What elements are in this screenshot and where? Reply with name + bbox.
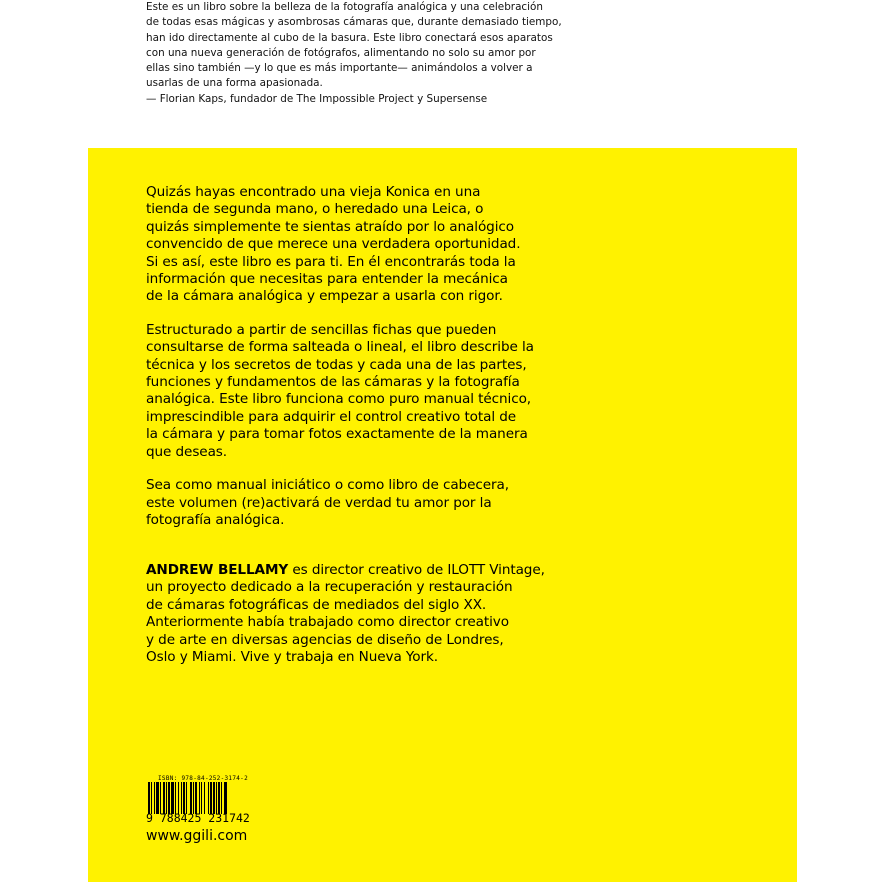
quote-line: de todas esas mágicas y asombrosas cámaras que, durante demasiado tiempo, — [146, 16, 562, 29]
barcode-bar — [160, 782, 161, 814]
barcode-bar — [218, 782, 220, 814]
author-bio-text: es director creativo de ILOTT Vintage, un proyecto dedicado a la recuperación y restauración de cámaras fotográficas de mediados del siglo XX. Anteriormente había trabajado como director creativo y de arte en diversas agencias de diseño de Londres, Oslo y Miami. Vive y trabaja en Nueva York. — [146, 562, 545, 666]
barcode-bar — [166, 782, 167, 814]
barcode-bar — [175, 782, 176, 814]
barcode-bar — [178, 782, 179, 814]
barcode-bar — [163, 782, 165, 814]
author-name: ANDREW BELLAMY — [146, 562, 289, 578]
isbn-label: ISBN: 978-84-252-3174-2 — [158, 775, 248, 782]
description-paragraph: Estructurado a partir de sencillas fichas que pueden consultarse de forma salteada o lineal, el libro describe la técnica y los secretos de todas y cada una de las partes, funciones y fundamentos de las cámaras y la fotografía analógica. Este libro funciona como puro manual técnico, imprescindible para adquirir el control creativo total de la cámara y para tomar fotos exactamente de la manera que deseas. — [146, 321, 534, 460]
book-description — [146, 184, 576, 545]
quote-line: ellas sino también —y lo que es más importante— animándolos a volver a — [146, 62, 533, 75]
barcode-bar — [221, 782, 222, 814]
barcode-bar — [171, 782, 174, 814]
barcode-bar — [183, 782, 185, 814]
quote-line: con una nueva generación de fotógrafos, alimentando no solo su amor por — [146, 46, 536, 59]
barcode-bar — [208, 782, 209, 814]
barcode-digits: 9 788425 231742 — [146, 811, 250, 825]
barcode-bar — [156, 782, 159, 814]
quote-line: Este es un libro sobre la belleza de la fotografía analógica y una celebración — [146, 1, 543, 13]
barcode-bar — [154, 782, 155, 814]
barcode-bar — [195, 782, 197, 814]
barcode-bar — [210, 782, 212, 814]
barcode-bar — [224, 782, 227, 814]
endorsement-quote — [146, 0, 586, 107]
barcode-bar — [199, 782, 200, 814]
barcode-bar — [216, 782, 217, 814]
description-paragraph: Quizás hayas encontrado una vieja Konica en una tienda de segunda mano, o heredado una Leica, o quizás simplemente te sientas atraído por lo analógico convencido de que merece una verdadera oportunidad. Si es así, este libro es para ti. En él encontrarás toda la información que necesitas para entender la mecánica de la cámara analógica y empezar a usarla con rigor. — [146, 184, 521, 305]
yellow-back-cover-panel — [88, 148, 797, 882]
barcode-image — [146, 782, 264, 814]
author-bio — [146, 562, 596, 666]
description-paragraph: Sea como manual iniciático o como libro de cabecera, este volumen (re)activará de verdad tu amor por la fotografía analógica. — [146, 477, 509, 528]
barcode-bar — [181, 782, 182, 814]
publisher-website: www.ggili.com — [146, 828, 248, 844]
barcode-bar — [204, 782, 205, 814]
barcode-bar — [201, 782, 202, 814]
barcode-bar — [151, 782, 152, 814]
barcode-bar — [193, 782, 194, 814]
barcode-bar — [186, 782, 187, 814]
barcode-bar — [190, 782, 192, 814]
barcode-bar — [168, 782, 170, 814]
quote-line: han ido directamente al cubo de la basura. Este libro conectará esos aparatos — [146, 31, 553, 44]
barcode-bar — [213, 782, 215, 814]
quote-attribution: — Florian Kaps, fundador de The Impossible Project y Supersense — [146, 92, 488, 105]
quote-line: usarlas de una forma apasionada. — [146, 77, 323, 90]
barcode-bar — [148, 782, 150, 814]
